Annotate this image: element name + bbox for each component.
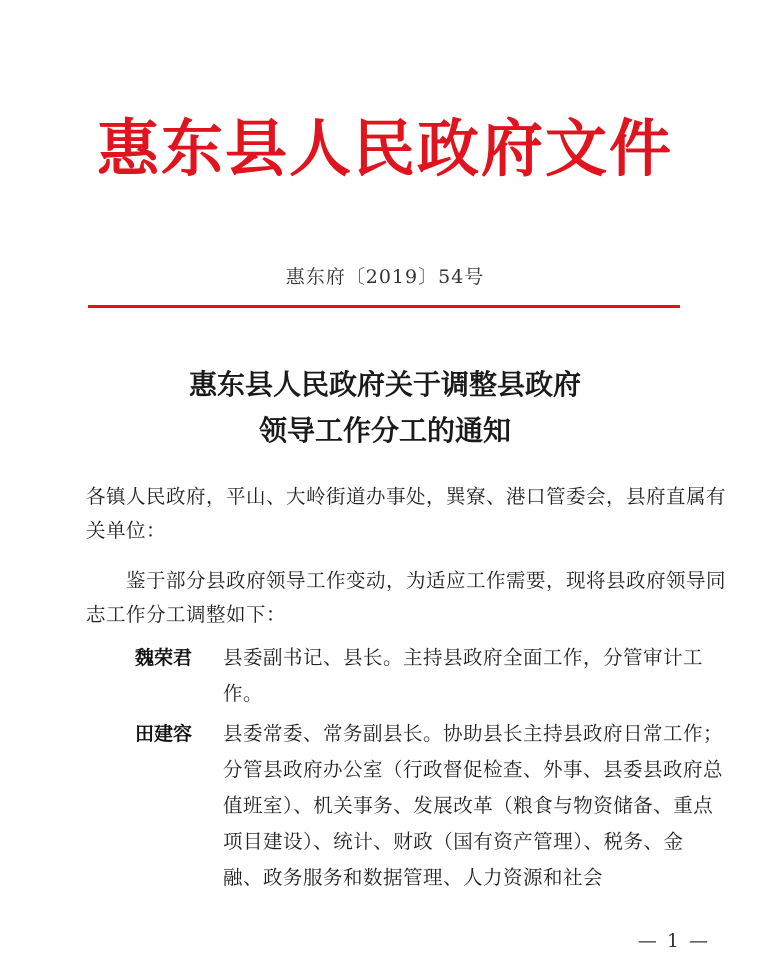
leader-duty: 县委副书记、县长。主持县政府全面工作，分管审计工作。	[223, 646, 704, 705]
notice-title-line1: 惠东县人民政府关于调整县政府	[188, 368, 581, 401]
document-number: 惠东府〔2019〕54号	[285, 266, 485, 288]
notice-title	[0, 362, 770, 454]
leader-name: 田建容	[135, 723, 193, 745]
intro-text: 鉴于部分县政府领导工作变动，为适应工作需要，现将县政府领导同志工作分工调整如下：	[86, 569, 727, 626]
leader-name: 魏荣君	[135, 647, 193, 669]
page-number: — 1 —	[637, 930, 710, 952]
intro-paragraph	[86, 564, 726, 632]
red-divider	[88, 305, 680, 308]
masthead-title: 惠东县人民政府文件	[96, 112, 673, 185]
notice-title-line2: 领导工作分工的通知	[258, 414, 511, 447]
addressee: 各镇人民政府，平山、大岭街道办事处，巽寮、港口管委会，县府直属有关单位：	[86, 485, 727, 542]
leader-duty: 县委常委、常务副县长。协助县长主持县政府日常工作；分管县政府办公室（行政督促检查、外事、县委县政府总值班室）、机关事务、发展改革（粮食与物资储备、重点项目建设）、统计、财政（国有资产管理）、税务、金融、政务服务和数据管理、人力资源和社会	[223, 722, 724, 889]
